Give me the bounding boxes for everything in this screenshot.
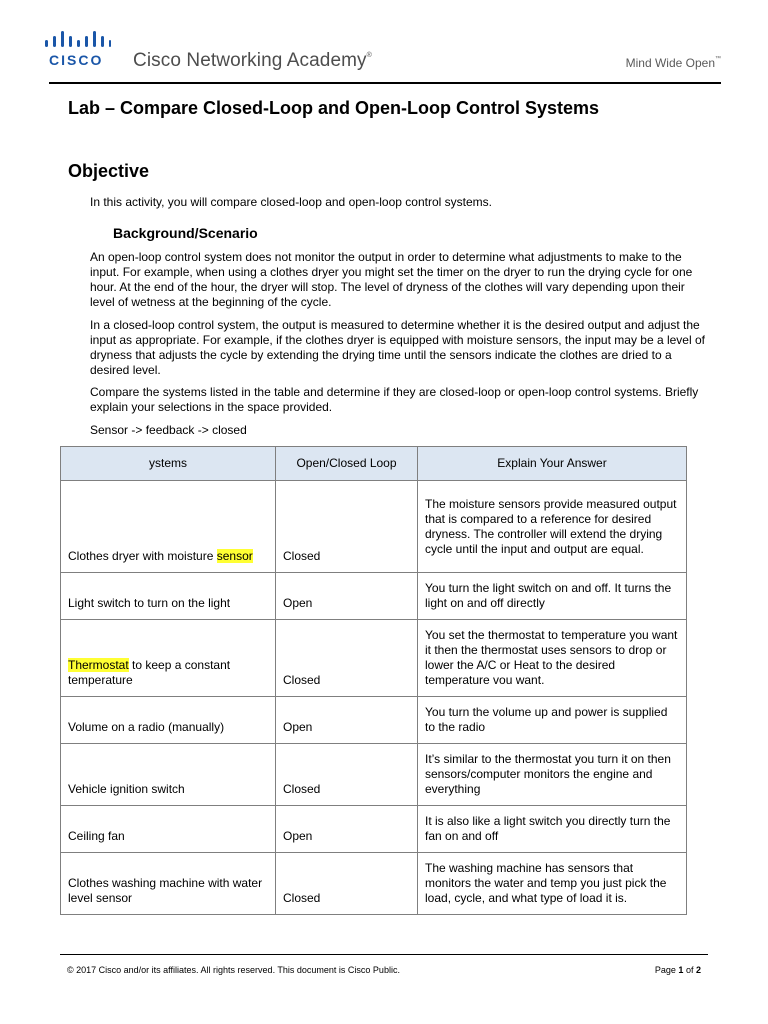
page-header	[0, 0, 768, 80]
explanation-cell: You turn the light switch on and off. It turns the light on and off directly	[418, 573, 687, 620]
table-row	[61, 853, 687, 915]
current-page-number: 1	[678, 965, 684, 975]
system-cell: Vehicle ignition switch	[61, 744, 276, 806]
background-heading: Background/Scenario	[113, 225, 258, 241]
loop-cell: Closed	[276, 481, 418, 573]
loop-cell: Open	[276, 573, 418, 620]
objective-text: In this activity, you will compare closed-loop and open-loop control systems.	[90, 195, 492, 209]
cisco-logo-bars-icon	[45, 31, 111, 49]
registered-mark: ®	[366, 52, 372, 59]
comparison-table	[60, 446, 687, 915]
background-paragraph-1: An open-loop control system does not monitor the output in order to determine what adjustments to make to the input. For example, when using a clothes dryer you might set the timer on the dryer to run the drying cycle for one hour. At the end of the hour, the dryer will stop. The level of dryness of the clothes will vary depending upon their level of wetness at the beginning of the cycle.	[90, 250, 693, 309]
system-cell	[61, 481, 276, 573]
header-explanation: Explain Your Answer	[418, 447, 687, 481]
lab-title: Lab – Compare Closed-Loop and Open-Loop Control Systems	[68, 98, 600, 118]
table-row	[61, 697, 687, 744]
system-cell: Clothes washing machine with water level sensor	[61, 853, 276, 915]
academy-name-text: Cisco Networking Academy	[133, 50, 367, 71]
footer-divider	[60, 954, 708, 955]
trademark-mark: ™	[715, 56, 721, 62]
loop-cell: Open	[276, 806, 418, 853]
header-divider	[49, 82, 721, 84]
table-row	[61, 481, 687, 573]
academy-name	[133, 50, 372, 72]
page-of-label: of	[685, 965, 694, 975]
explanation-cell: The moisture sensors provide measured output that is compared to a reference for desired dryness. The controller will extend the drying cycle until the input and output are equal.	[418, 481, 687, 573]
instructions-paragraph: Compare the systems listed in the table and determine if they are closed-loop or open-loop control systems. Briefly explain your selections in the space provided.	[90, 385, 699, 414]
system-cell	[61, 620, 276, 697]
table-row	[61, 744, 687, 806]
highlighted-text: sensor	[216, 549, 253, 563]
header-loop-type: Open/Closed Loop	[276, 447, 418, 481]
background-paragraph-2: In a closed-loop control system, the output is measured to determine whether it is the desired output and adjust the input as appropriate. For example, if the clothes dryer is equipped with moisture sensors, the input may be a level of dryness that adjusts the cycle by extending the drying time until the sensors indicate the clothes are dried to a desired level.	[90, 318, 705, 377]
table-row	[61, 573, 687, 620]
sensor-note: Sensor -> feedback -> closed	[90, 423, 247, 437]
copyright-notice: © 2017 Cisco and/or its affiliates. All rights reserved. This document is Cisco Public.	[67, 965, 400, 975]
explanation-cell: It is also like a light switch you directly turn the fan on and off	[418, 806, 687, 853]
explanation-cell: The washing machine has sensors that monitors the water and temp you just pick the load, cycle, and what type of load it is.	[418, 853, 687, 915]
objective-heading: Objective	[68, 161, 150, 181]
loop-cell: Closed	[276, 744, 418, 806]
header-systems: ystems	[61, 447, 276, 481]
table-header-row	[61, 447, 687, 481]
page-label: Page	[654, 965, 676, 975]
system-cell: Light switch to turn on the light	[61, 573, 276, 620]
total-pages-number: 2	[695, 965, 701, 975]
table-row	[61, 620, 687, 697]
tagline-text: Mind Wide Open	[625, 56, 715, 70]
loop-cell: Closed	[276, 853, 418, 915]
loop-cell: Open	[276, 697, 418, 744]
system-cell: Ceiling fan	[61, 806, 276, 853]
explanation-cell: You turn the volume up and power is supplied to the radio	[418, 697, 687, 744]
highlighted-text: Thermostat	[68, 658, 129, 672]
tagline	[626, 56, 721, 70]
explanation-cell: It’s similar to the thermostat you turn it on then sensors/computer monitors the engine and everything	[418, 744, 687, 806]
system-cell: Volume on a radio (manually)	[61, 697, 276, 744]
system-text: Clothes dryer with moisture	[68, 549, 217, 563]
table-row	[61, 806, 687, 853]
page-indicator	[655, 965, 701, 975]
system-text: to keep a constant temperature	[68, 658, 231, 687]
explanation-cell: You set the thermostat to temperature you want it then the thermostat uses sensors to drop or lower the A/C or Heat to the desired temperature vou want.	[418, 620, 687, 697]
cisco-brand-text: CISCO	[49, 52, 104, 68]
loop-cell: Closed	[276, 620, 418, 697]
